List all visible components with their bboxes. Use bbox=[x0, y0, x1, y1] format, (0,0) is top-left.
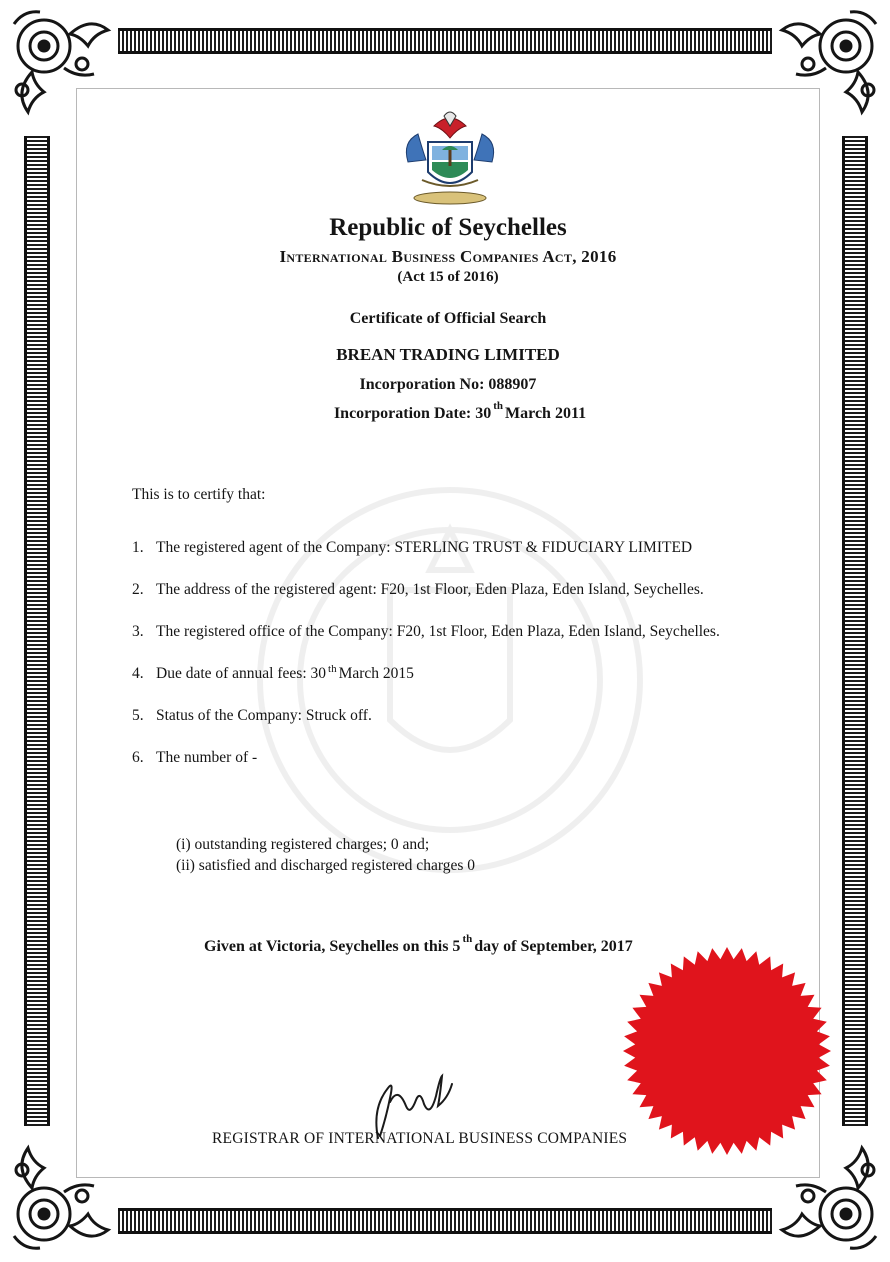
company-name: BREAN TRADING LIMITED bbox=[336, 345, 560, 364]
republic-title: Republic of Seychelles bbox=[329, 214, 567, 241]
incorporation-date bbox=[88, 400, 832, 423]
sub-list-item: (i) outstanding registered charges; 0 and; bbox=[176, 836, 430, 853]
given-ordinal: th bbox=[462, 933, 473, 945]
list-item-text: Status of the Company: Struck off. bbox=[156, 707, 372, 724]
sub-list bbox=[176, 834, 475, 876]
incorporation-date-ordinal: th bbox=[493, 400, 504, 412]
certification-list bbox=[132, 538, 782, 768]
border-bottom bbox=[118, 1208, 772, 1234]
list-item-text: The registered agent of the Company: STERLING TRUST & FIDUCIARY LIMITED bbox=[156, 539, 693, 556]
incorporation-date-prefix: Incorporation Date: 30 bbox=[333, 405, 492, 422]
given-prefix: Given at Victoria, Seychelles on this 5 bbox=[204, 938, 461, 955]
incorporation-number: Incorporation No: 088907 bbox=[359, 376, 537, 393]
list-item bbox=[132, 706, 782, 726]
list-item-ordinal: th bbox=[328, 663, 337, 675]
list-item bbox=[132, 748, 782, 768]
act-title: International Business Companies Act, 2016 bbox=[279, 247, 617, 266]
list-item-number: 1. bbox=[132, 539, 144, 556]
list-item-number: 5. bbox=[132, 707, 144, 724]
given-suffix: day of September, 2017 bbox=[474, 938, 633, 955]
list-item bbox=[132, 580, 782, 600]
coat-of-arms-icon bbox=[398, 106, 502, 206]
intro-text: This is to certify that: bbox=[132, 486, 266, 503]
list-item-text-suffix: March 2015 bbox=[338, 665, 414, 682]
certificate-title: Certificate of Official Search bbox=[349, 310, 547, 327]
list-item bbox=[132, 622, 782, 642]
list-item-number: 3. bbox=[132, 623, 144, 640]
list-item-number: 2. bbox=[132, 581, 144, 598]
list-item-number: 6. bbox=[132, 749, 144, 766]
registrar-title: REGISTRAR OF INTERNATIONAL BUSINESS COMPANIES bbox=[212, 1130, 628, 1147]
list-item-text: The address of the registered agent: F20, 1st Floor, Eden Plaza, Eden Island, Seychelles. bbox=[156, 581, 704, 598]
act-number: (Act 15 of 2016) bbox=[397, 269, 499, 285]
list-item-text: The registered office of the Company: F20, 1st Floor, Eden Plaza, Eden Island, Seychelles. bbox=[156, 623, 720, 640]
border-top bbox=[118, 28, 772, 54]
list-item bbox=[132, 538, 782, 558]
sub-list-item: (ii) satisfied and discharged registered charges 0 bbox=[176, 857, 475, 874]
red-seal-icon bbox=[620, 944, 834, 1158]
list-item-number: 4. bbox=[132, 665, 144, 682]
list-item-text: The number of - bbox=[156, 749, 258, 766]
list-item bbox=[132, 664, 782, 684]
border-right bbox=[842, 136, 868, 1126]
given-at-statement bbox=[204, 933, 633, 956]
incorporation-date-suffix: March 2011 bbox=[505, 405, 587, 422]
border-left bbox=[24, 136, 50, 1126]
list-item-text-prefix: Due date of annual fees: 30 bbox=[156, 665, 327, 682]
